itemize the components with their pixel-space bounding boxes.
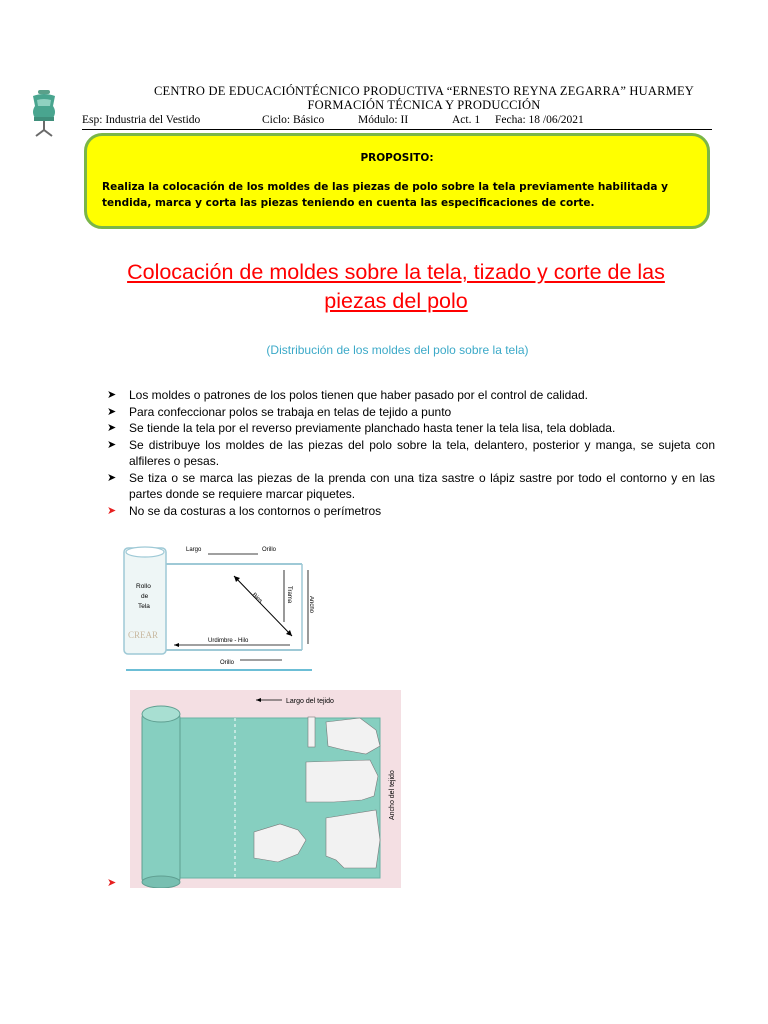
institution-name: CENTRO DE EDUCACIÓNTÉCNICO PRODUCTIVA “ERNESTO REYNA ZEGARRA” HUARMEY xyxy=(153,84,695,98)
course-info-row xyxy=(82,114,712,130)
list-item: ➤ Se distribuye los moldes de las piezas del polo sobre la tela, delantero, posterior y manga, se sujeta con alfileres o pesas. xyxy=(107,437,715,468)
list-item: ➤ Se tiende la tela por el reverso previamente planchado hasta tener la tela lisa, tela doblada. xyxy=(107,421,616,435)
department-name: FORMACIÓN TÉCNICA Y PRODUCCIÓN xyxy=(307,98,541,112)
bies-label: Bies xyxy=(250,592,264,605)
watermark-text: CREAR xyxy=(128,630,159,640)
date-label: Fecha: 18 /06/2021 xyxy=(495,114,584,126)
arrowhead-bullet-icon: ➤ xyxy=(107,471,117,484)
instruction-list xyxy=(105,387,715,519)
purpose-text: Realiza la colocación de los moldes de las piezas de polo sobre la tela previamente habilitada y tendida, marca y corta las piezas teniendo en cuenta las especificaciones de corte. xyxy=(102,181,668,209)
pattern-layout-diagram xyxy=(130,690,401,888)
ancho-label: Ancho xyxy=(308,596,314,614)
roll-label: Tela xyxy=(138,603,150,610)
orillo-bottom-label: Orillo xyxy=(220,660,235,666)
purpose-box xyxy=(84,133,710,229)
page-title-line1: Colocación de moldes sobre la tela, tizado y corte de las xyxy=(127,260,665,284)
list-item: ➤ Para confeccionar polos se trabaja en telas de tejido a punto xyxy=(107,404,452,419)
purpose-title: PROPOSITO: xyxy=(360,152,434,164)
list-item: ➤ Los moldes o patrones de los polos tienen que haber pasado por el control de calidad. xyxy=(107,388,588,402)
roll-label: Rollo xyxy=(136,583,151,590)
page-title-line2: piezas del polo xyxy=(324,289,468,313)
fabric-roll-diagram xyxy=(122,540,314,672)
arrowhead-bullet-icon: ➤ xyxy=(107,438,117,451)
trama-label: Trama xyxy=(286,586,292,604)
list-item: ➤ Se tiza o se marca las piezas de la prenda con una tiza sastre o lápiz sastre por todo el contorno y en las partes donde se requiere marcar piquetes. xyxy=(107,470,715,501)
module-label: Módulo: II xyxy=(358,114,409,126)
section-subtitle: (Distribución de los moldes del polo sobre la tela) xyxy=(266,343,529,357)
orillo-top-label: Orillo xyxy=(262,547,277,553)
arrowhead-bullet-icon: ➤ xyxy=(107,504,117,517)
ancho-tejido-label: Ancho del tejido xyxy=(389,770,396,820)
list-item: ➤ No se da costuras a los contornos o perímetros xyxy=(107,503,382,518)
largo-label: Largo xyxy=(186,547,202,553)
urdimbre-label: Urdimbre - Hilo xyxy=(208,638,249,644)
largo-tejido-label: Largo del tejido xyxy=(286,698,334,705)
cycle-label: Ciclo: Básico xyxy=(262,114,325,126)
arrowhead-bullet-icon: ➤ xyxy=(107,422,117,434)
arrowhead-bullet-icon: ➤ xyxy=(107,389,117,401)
specialty-label: Esp: Industria del Vestido xyxy=(82,114,201,126)
roll-label: de xyxy=(141,593,149,600)
activity-label: Act. 1 xyxy=(452,114,481,126)
arrowhead-bullet-icon: ➤ xyxy=(107,405,117,418)
page-title xyxy=(90,258,702,316)
arrowhead-bullet-icon: ➤ xyxy=(107,877,117,889)
